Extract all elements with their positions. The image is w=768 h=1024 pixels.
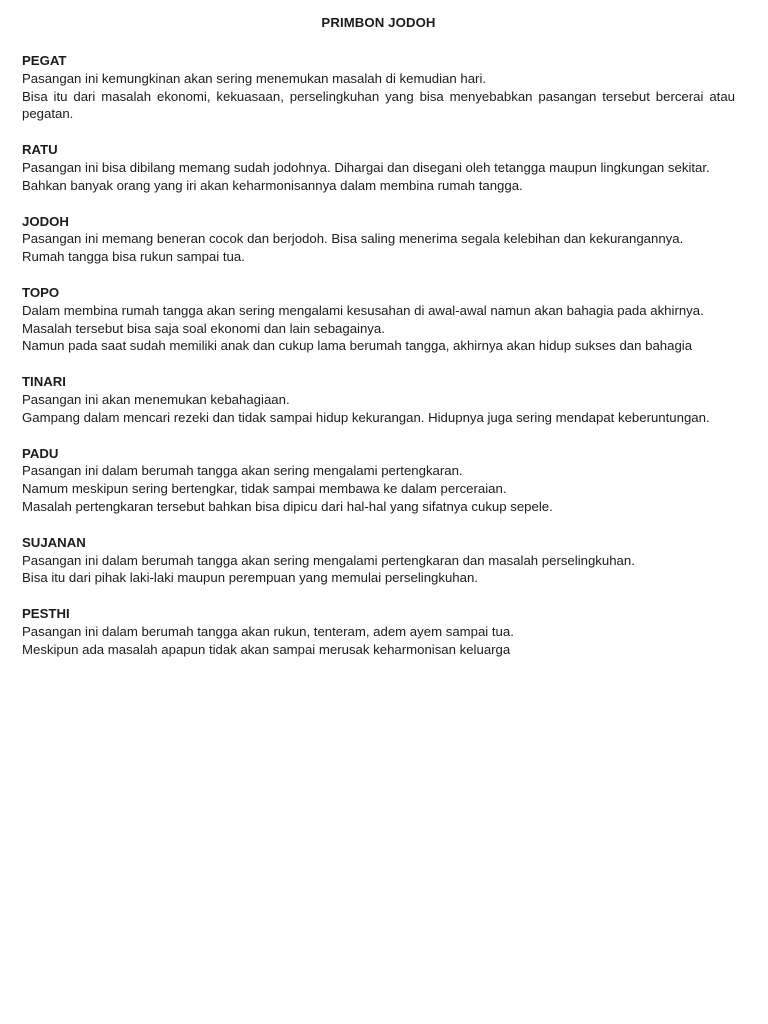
paragraph: Pasangan ini kemungkinan akan sering menemukan masalah di kemudian hari. (22, 70, 487, 86)
section-topo (22, 284, 735, 355)
section-tinari (22, 373, 735, 426)
paragraph: Namun pada saat sudah memiliki anak dan cukup lama berumah tangga, akhirnya akan hidup sukses dan bahagia (22, 338, 693, 354)
paragraph: Bahkan banyak orang yang iri akan keharmonisannya dalam membina rumah tangga. (22, 177, 523, 193)
paragraph: Gampang dalam mencari rezeki dan tidak sampai hidup kekurangan. Hidupnya juga sering mendapat keberuntungan. (22, 409, 710, 425)
section-ratu (22, 141, 735, 194)
paragraph: Bisa itu dari pihak laki-laki maupun perempuan yang memulai perselingkuhan. (22, 570, 478, 586)
section-heading: TOPO (22, 284, 60, 300)
section-heading: PEGAT (22, 53, 67, 68)
paragraph: Masalah tersebut bisa saja soal ekonomi dan lain sebagainya. (22, 320, 385, 336)
paragraph: Pasangan ini akan menemukan kebahagiaan. (22, 391, 290, 407)
paragraph: Masalah pertengkaran tersebut bahkan bisa dipicu dari hal-hal yang sifatnya cukup sepele. (22, 498, 553, 514)
paragraph: Bisa itu dari masalah ekonomi, kekuasaan, perselingkuhan yang bisa menyebabkan pasangan tersebut bercerai atau pegatan. (22, 88, 735, 122)
section-heading: PESTHI (22, 606, 70, 622)
paragraph: Namum meskipun sering bertengkar, tidak sampai membawa ke dalam perceraian. (22, 481, 507, 497)
document-title: PRIMBON JODOH (321, 15, 436, 30)
section-heading: TINARI (22, 374, 66, 390)
section-heading: JODOH (22, 213, 69, 229)
section-jodoh (22, 213, 735, 266)
section-padu (22, 445, 735, 516)
paragraph: Rumah tangga bisa rukun sampai tua. (22, 249, 245, 265)
section-pesthi (22, 605, 735, 658)
paragraph: Dalam membina rumah tangga akan sering mengalami kesusahan di awal-awal namun akan bahagia pada akhirnya. (22, 302, 704, 318)
paragraph: Pasangan ini dalam berumah tangga akan sering mengalami pertengkaran. (22, 463, 463, 479)
section-heading: RATU (22, 142, 58, 158)
paragraph: Pasangan ini dalam berumah tangga akan sering mengalami pertengkaran dan masalah perselingkuhan. (22, 552, 635, 568)
paragraph: Pasangan ini bisa dibilang memang sudah jodohnya. Dihargai dan disegani oleh tetangga maupun lingkungan sekitar. (22, 159, 710, 175)
paragraph: Pasangan ini memang beneran cocok dan berjodoh. Bisa saling menerima segala kelebihan dan kekurangannya. (22, 231, 684, 247)
paragraph: Pasangan ini dalam berumah tangga akan rukun, tenteram, adem ayem sampai tua. (22, 623, 514, 639)
document-page (22, 14, 735, 677)
section-heading: PADU (22, 445, 59, 461)
section-heading: SUJANAN (22, 534, 86, 550)
section-pegat (22, 52, 735, 123)
paragraph: Meskipun ada masalah apapun tidak akan sampai merusak keharmonisan keluarga (22, 641, 511, 657)
section-sujanan (22, 534, 735, 587)
